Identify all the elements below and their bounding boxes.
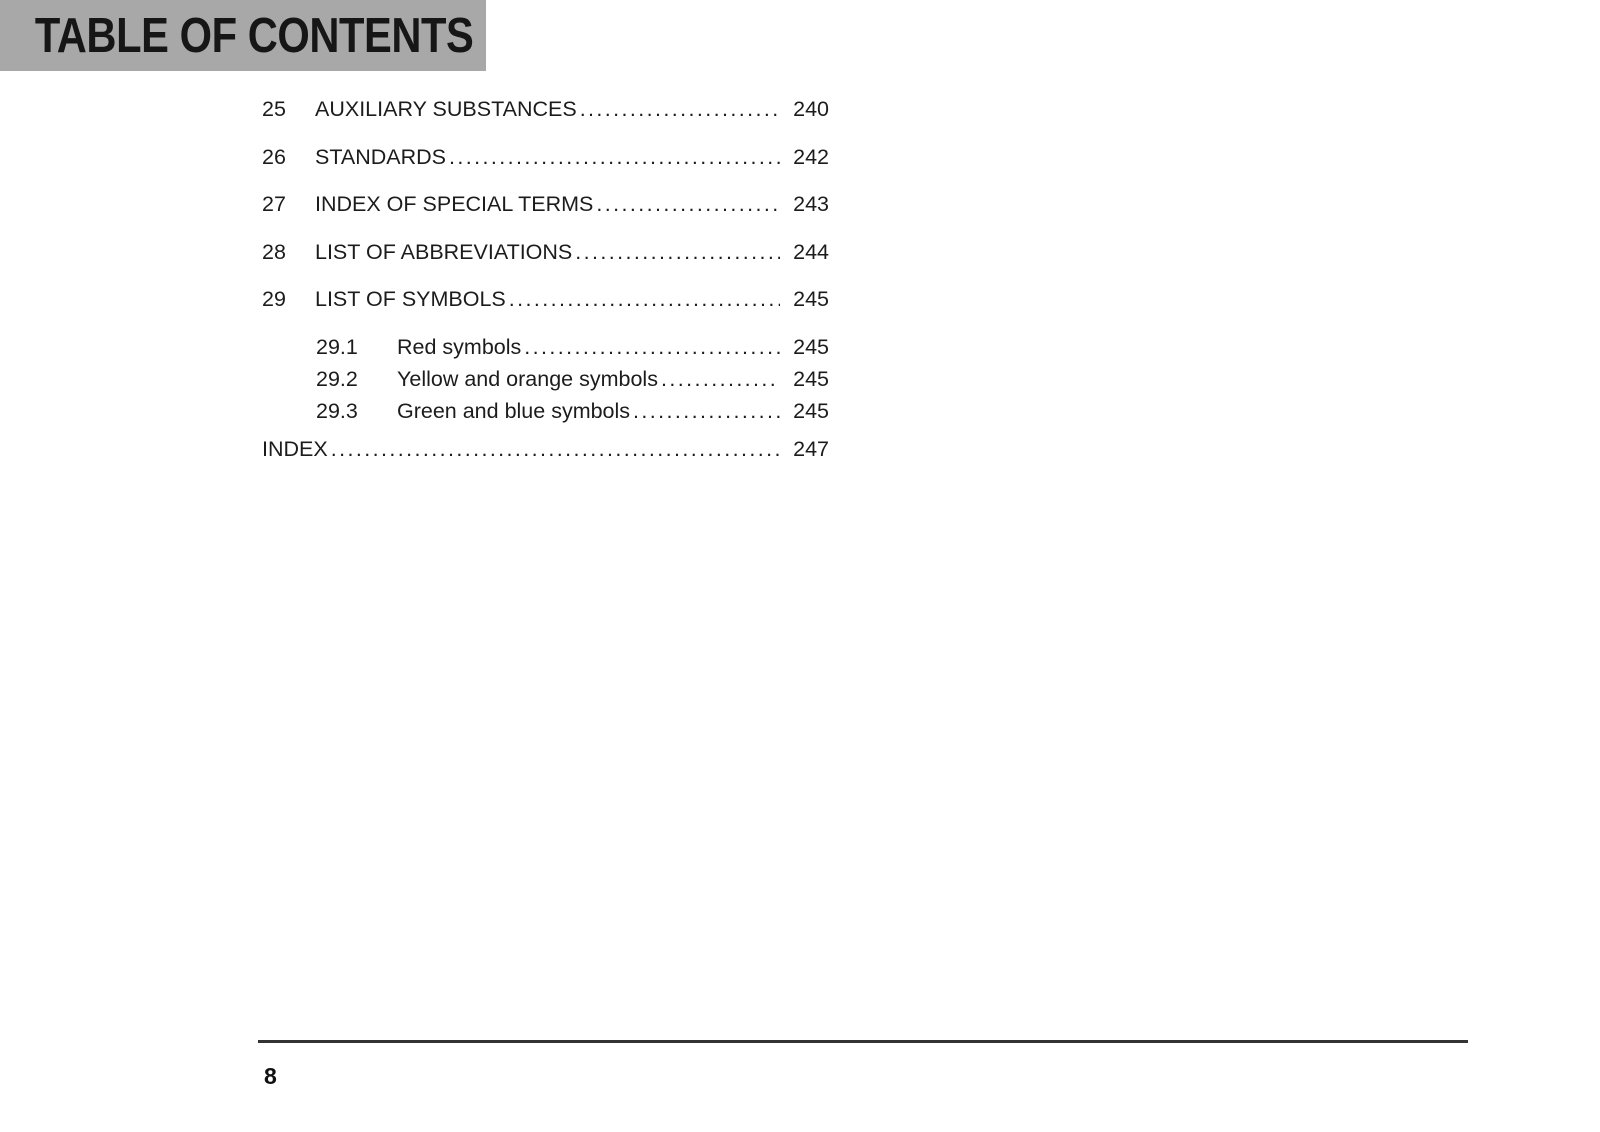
table-of-contents-list: [262, 97, 829, 461]
toc-entry-title: AUXILIARY SUBSTANCES: [315, 97, 577, 121]
toc-entry-number: 29.3: [316, 398, 358, 423]
toc-entry-page: 245: [793, 398, 829, 423]
toc-entry-page: 240: [793, 97, 829, 121]
toc-entry: [262, 399, 829, 423]
toc-entry-title: LIST OF SYMBOLS: [315, 287, 506, 311]
toc-leader-dots: [633, 399, 780, 423]
toc-entry: [262, 97, 829, 121]
toc-entry-title: Green and blue symbols: [397, 398, 631, 423]
toc-leader-dots: [575, 240, 780, 264]
toc-entry-page: 242: [793, 144, 829, 169]
toc-entry-title: Red symbols: [397, 334, 522, 359]
toc-entry-page: 243: [793, 192, 829, 216]
toc-entry: [262, 192, 829, 216]
toc-entry: [262, 437, 829, 461]
toc-leader-dots: [580, 97, 780, 121]
toc-entry-number: 29.1: [316, 334, 358, 359]
toc-leader-dots: [331, 437, 780, 461]
toc-entry-title: INDEX OF SPECIAL TERMS: [315, 192, 594, 216]
toc-entry-page: 245: [793, 366, 829, 391]
toc-entry-number: 29: [262, 287, 286, 311]
toc-entry-title: STANDARDS: [315, 144, 447, 169]
toc-leader-dots: [449, 145, 780, 169]
toc-entry: [262, 335, 829, 359]
toc-entry: [262, 287, 829, 311]
toc-entry: [262, 367, 829, 391]
toc-leader-dots: [661, 367, 780, 391]
toc-entry-number: 26: [262, 144, 286, 169]
toc-entry-number: 27: [262, 192, 286, 216]
toc-entry-title: Yellow and orange symbols: [397, 366, 658, 391]
toc-entry-title: INDEX: [262, 436, 328, 461]
toc-entry-number: 28: [262, 239, 286, 264]
toc-entry-title: LIST OF ABBREVIATIONS: [315, 239, 573, 264]
toc-entry-number: 29.2: [316, 366, 358, 391]
toc-leader-dots: [596, 192, 780, 216]
toc-entry: [262, 145, 829, 169]
toc-entry-page: 245: [793, 287, 829, 311]
toc-entry: [262, 240, 829, 264]
toc-entry-page: 244: [793, 239, 829, 264]
toc-leader-dots: [524, 335, 780, 359]
footer-page-number: 8: [264, 1063, 277, 1089]
toc-entry-page: 245: [793, 334, 829, 359]
page-title: TABLE OF CONTENTS: [34, 8, 474, 63]
toc-entry-number: 25: [262, 97, 286, 121]
footer-divider: [258, 1040, 1468, 1043]
section-title-bar: [0, 0, 486, 71]
toc-leader-dots: [509, 287, 780, 311]
toc-entry-page: 247: [793, 436, 829, 461]
